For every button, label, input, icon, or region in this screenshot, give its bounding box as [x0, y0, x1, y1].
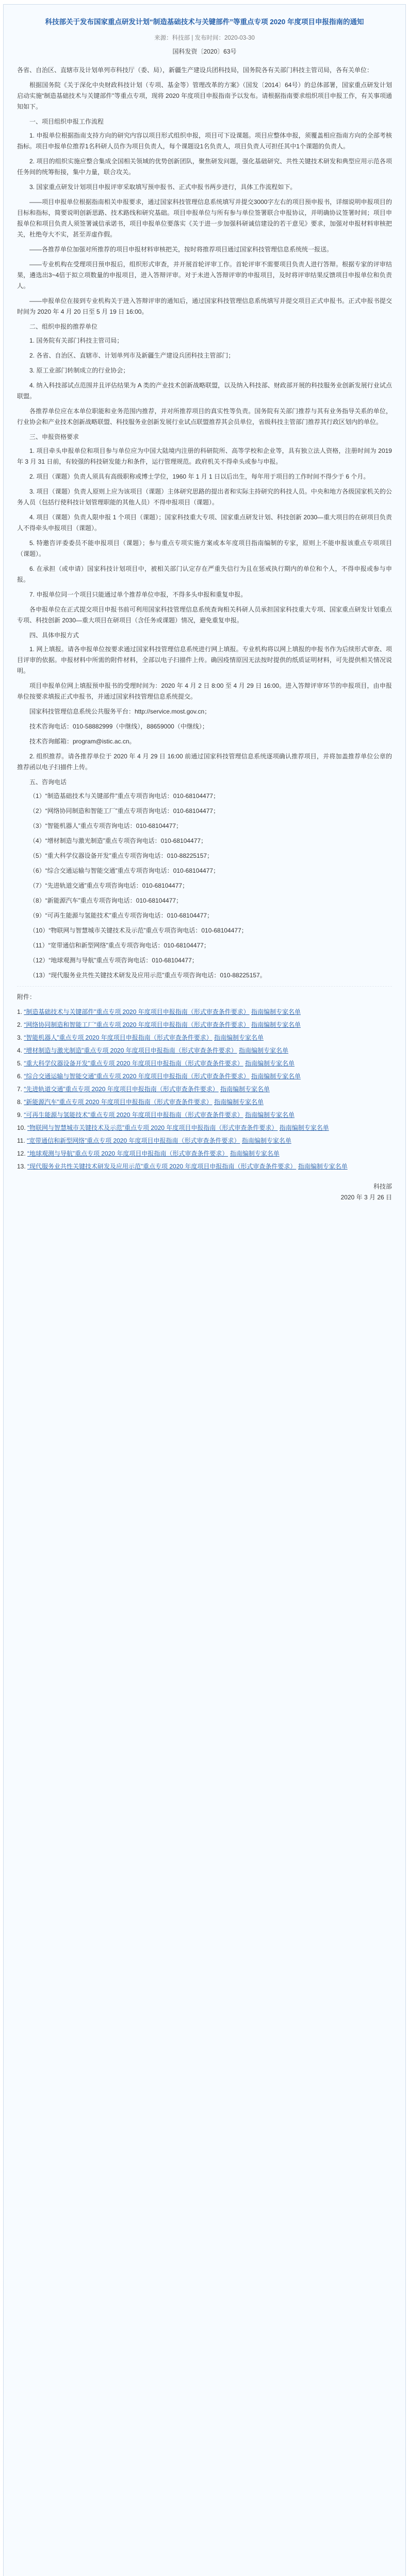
attachment-expert-list-link[interactable]: 指南编制专家名单: [251, 1021, 301, 1028]
attachment-item: [17, 1148, 392, 1159]
section-paragraph: 2. 各省、自治区、直辖市、计划单列市及新疆生产建设兵团科技主管部门；: [29, 352, 235, 359]
attachment-item: [17, 1161, 392, 1172]
page-title: 科技部关于发布国家重点研发计划“制造基础技术与关键部件”等重点专项 2020 年度项目申报指南的通知: [45, 18, 364, 26]
section-4: [17, 630, 392, 773]
attachment-expert-list-link[interactable]: 指南编制专家名单: [241, 1137, 291, 1144]
section-paragraph: （7）“先进轨道交通”重点专项咨询电话：010-68104477；: [29, 882, 189, 889]
intro-paragraph: 根据国务院《关于深化中央财政科技计划（专项、基金等）管理改革的方案》（国发〔2014〕64号）的总体部署，国家重点研发计划启动实施“制造基础技术与关键部件”等重点专项，现将 2020 年度项目申报指南予以发布。请根据指南要求组织项目申报工作，有关事项通知如下。: [17, 81, 392, 110]
attachment-link[interactable]: “增材制造与激光制造”重点专项 2020 年度项目申报指南（形式审查条件要求）: [24, 1047, 237, 1054]
page-meta: 来源：科技部 | 发布时间：2020-03-30: [154, 35, 255, 41]
attachment-link[interactable]: “宽带通信和新型网络”重点专项 2020 年度项目申报指南（形式审查条件要求）: [27, 1137, 240, 1144]
attachment-number: 9.: [17, 1111, 24, 1118]
section-heading: 四、具体申报方式: [29, 632, 79, 639]
section-2: [17, 321, 392, 428]
section-paragraph: （5）“重大科学仪器设备开发”重点专项咨询电话：010-88225157；: [29, 852, 214, 859]
attachment-item: [17, 1045, 392, 1056]
attachment-expert-list-link[interactable]: 指南编制专家名单: [230, 1150, 280, 1157]
attachment-item: [17, 1032, 392, 1043]
section-paragraph: （3）“智能机器人”重点专项咨询电话：010-68104477；: [29, 822, 183, 829]
section-heading: 三、申报资格要求: [29, 433, 79, 440]
section-paragraph: （6）“综合交通运输与智能交通”重点专项咨询电话：010-68104477；: [29, 867, 220, 874]
attachment-number: 4.: [17, 1047, 24, 1054]
section-heading: 一、项目组织申报工作流程: [29, 118, 104, 125]
section-paragraph: 项目申报单位网上填报预申报书的受理时间为：2020 年 4 月 2 日 8:00 至 4 月 29 日 16:00。进入答辩评审环节的申报项目，由申报单位按要求填报正式申报书，并通过国家科技管理信息系统提交。: [17, 682, 392, 700]
section-paragraph: 各申报单位在正式提交项目申报书前可利用国家科技管理信息系统查询相关科研人员承担国家科技重大专项、国家重点研发计划重点专项、科技创新 2030—重大项目在研项目（含任务或课题）情况，避免重复申报。: [17, 606, 392, 624]
section-paragraph: 2. 项目的组织实施应整合集成全国相关领域的优势创新团队，聚焦研发问题，强化基础研究、共性关键技术研发和典型应用示范各项任务间的统筹衔接，集中力量，联合攻关。: [17, 158, 392, 176]
attachment-item: [17, 1084, 392, 1095]
document-page: [3, 4, 406, 2576]
doc-number: 国科发资〔2020〕63号: [172, 48, 237, 55]
salutation: 各省、自治区、直辖市及计划单列市科技厅（委、局），新疆生产建设兵团科技局，国务院各有关部门科技主管司局，各有关单位：: [17, 66, 373, 74]
attachment-item: [17, 1020, 392, 1030]
section-paragraph: ——申报单位在接到专业机构关于进入答辩评审的通知后，通过国家科技管理信息系统填写并提交项目正式申报书。正式申报书提交时间为 2020 年 4 月 20 日至 5 月 19 日 16:00。: [17, 297, 392, 315]
signature: [17, 1181, 392, 1203]
attachment-expert-list-link[interactable]: 指南编制专家名单: [251, 1008, 301, 1015]
section-heading: 二、组织申报的推荐单位: [29, 323, 98, 330]
section-paragraph: （4）“增材制造与激光制造”重点专项咨询电话：010-68104477；: [29, 837, 207, 844]
attachment-item: [17, 1071, 392, 1082]
attachment-number: 10.: [17, 1124, 28, 1131]
section-paragraph: （2）“网络协同制造和智能工厂”重点专项咨询电话：010-68104477；: [29, 807, 220, 815]
attachment-expert-list-link[interactable]: 指南编制专家名单: [245, 1060, 295, 1067]
attachments-list: [17, 1007, 392, 1172]
section-paragraph: 技术咨询电话：010-58882999（中继线），88659000（中继线）；: [29, 723, 208, 730]
attachment-number: 1.: [17, 1008, 24, 1015]
signature-date: 2020 年 3 月 26 日: [340, 1194, 392, 1201]
section-paragraph: （10）“物联网与智慧城市关键技术及示范”重点专项咨询电话：010-68104477；: [29, 927, 248, 934]
divider: [17, 986, 392, 987]
attachment-expert-list-link[interactable]: 指南编制专家名单: [298, 1163, 348, 1170]
attachment-expert-list-link[interactable]: 指南编制专家名单: [239, 1047, 289, 1054]
attachment-number: 13.: [17, 1163, 28, 1170]
attachment-number: 7.: [17, 1086, 24, 1093]
attachment-expert-list-link[interactable]: 指南编制专家名单: [214, 1034, 264, 1041]
attachment-number: 12.: [17, 1150, 28, 1157]
section-paragraph: 1. 项目牵头申报单位和项目参与单位应为中国大陆境内注册的科研院所、高等学校和企业等，具有独立法人资格，注册时间为 2019 年 3 月 31 日前，有较强的科技研发能力和条件，运行管理规范。政府机关不得牵头或参与申报。: [17, 447, 392, 465]
section-paragraph: 各推荐单位应在本单位职能和业务范围内推荐，并对所推荐项目的真实性等负责。国务院有关部门推荐与其有业务指导关系的单位，行业协会和产业技术创新战略联盟、科技服务业创新发展行业试点联盟推荐其会员单位，省级科技主管部门推荐其行政区划内的单位。: [17, 408, 392, 426]
attachment-item: [17, 1097, 392, 1108]
attachment-number: 3.: [17, 1034, 24, 1041]
section-paragraph: （8）“新能源汽车”重点专项咨询电话：010-68104477；: [29, 897, 183, 904]
section-heading: 五、咨询电话: [29, 778, 67, 786]
attachment-expert-list-link[interactable]: 指南编制专家名单: [279, 1124, 329, 1131]
section-paragraph: 4. 纳入科技部试点范围并且评估结果为 A 类的产业技术创新战略联盟，以及纳入科技部、财政部开展的科技服务业创新发展行业试点联盟。: [17, 382, 392, 400]
section-paragraph: （11）“宽带通信和新型网络”重点专项咨询电话：010-68104477；: [29, 942, 210, 949]
section-paragraph: （1）“制造基础技术与关键部件”重点专项咨询电话：010-68104477；: [29, 792, 220, 800]
section-paragraph: （12）“地球观测与导航”重点专项咨询电话：010-68104477；: [29, 957, 198, 964]
section-paragraph: 3. 国家重点研发计划项目申报评审采取填写预申报书、正式申报书两步进行，具体工作流程如下。: [29, 183, 297, 191]
attachment-link[interactable]: “重大科学仪器设备开发”重点专项 2020 年度项目申报指南（形式审查条件要求）: [24, 1060, 243, 1067]
attachment-number: 11.: [17, 1137, 27, 1144]
attachment-number: 6.: [17, 1073, 24, 1080]
section-paragraph: 6. 在承担（或申请）国家科技计划项目中，被相关部门认定存在严重失信行为且在惩戒执行期内的单位和个人，不得申报或参与申报。: [17, 565, 392, 583]
section-paragraph: 2. 组织推荐。请各推荐单位于 2020 年 4 月 29 日 16:00 前通过国家科技管理信息系统逐项确认推荐项目，并将加盖推荐单位公章的推荐函以电子扫描件上传。: [17, 753, 392, 771]
attachment-link[interactable]: “综合交通运输与智能交通”重点专项 2020 年度项目申报指南（形式审查条件要求）: [24, 1073, 250, 1080]
attachment-expert-list-link[interactable]: 指南编制专家名单: [245, 1111, 295, 1118]
section-3: [17, 432, 392, 626]
attachment-link[interactable]: “地球观测与导航”重点专项 2020 年度项目申报指南（形式审查条件要求）: [27, 1150, 228, 1157]
section-paragraph: （13）“现代服务业共性关键技术研发及应用示范”重点专项咨询电话：010-88225157。: [29, 972, 266, 979]
section-paragraph: ——项目申报单位根据指南相关申报要求，通过国家科技管理信息系统填写并提交3000字左右的项目预申报书，详细说明申报项目的目标和指标，简要说明创新思路、技术路线和研究基础。项目申报单位与所有参与单位签署联合申报协议，并明确协议签署时间；项目申报单位和项目负责人须签署诚信承诺书，项目申报单位要落实《关于进一步加强科研诚信建设的若干意见》要求，加强对申报材料审核把关，杜绝夸大不实，甚至弄虚作假。: [17, 198, 392, 238]
section-1: [17, 116, 392, 317]
attachment-number: 5.: [17, 1060, 24, 1067]
section-paragraph: 2. 项目（课题）负责人须具有高级职称或博士学位，1960 年 1 月 1 日以后出生，每年用于项目的工作时间不得少于 6 个月。: [29, 473, 370, 480]
attachment-item: [17, 1123, 392, 1133]
attachment-link[interactable]: “网络协同制造和智能工厂”重点专项 2020 年度项目申报指南（形式审查条件要求）: [24, 1021, 250, 1028]
attachment-item: [17, 1007, 392, 1018]
section-paragraph: 国家科技管理信息系统公共服务平台：http://service.most.gov.cn；: [29, 708, 211, 715]
section-paragraph: 5. 特邀咨评委委员不能申报项目（课题）；参与重点专项实施方案或本年度项目指南编制的专家，原则上不能申报该重点专项项目（课题）。: [17, 539, 392, 557]
attachment-item: [17, 1110, 392, 1121]
section-paragraph: ——专业机构在受理项目预申报后，组织形式审查，并开展首轮评审工作。首轮评审不需要项目负责人进行答辩。根据专家的评审结果，遴选出3~4倍于拟立项数量的申报项目，进入答辩评审。对于未进入答辩评审的申报项目，及时将评审结果反馈项目申报单位和负责人。: [17, 261, 392, 290]
section-paragraph: （9）“可再生能源与氢能技术”重点专项咨询电话：010-68104477；: [29, 912, 214, 919]
attachment-expert-list-link[interactable]: 指南编制专家名单: [214, 1098, 264, 1106]
section-paragraph: 7. 申报单位同一个项目只能通过单个推荐单位申报，不得多头申报和重复申报。: [29, 591, 247, 598]
attachment-expert-list-link[interactable]: 指南编制专家名单: [251, 1073, 301, 1080]
attachments-title: 附件：: [17, 993, 36, 1001]
attachment-number: 2.: [17, 1021, 24, 1028]
attachment-link[interactable]: “可再生能源与氢能技术”重点专项 2020 年度项目申报指南（形式审查条件要求）: [24, 1111, 243, 1118]
section-paragraph: 1. 申报单位根据指南支持方向的研究内容以项目形式组织申报，项目可下设课题。项目应整体申报，须覆盖相应指南方向的全部考核指标。项目申报单位推荐1名科研人员作为项目负责人，每个课题设1名负责人，项目负责人可担任其中1个课题的负责人。: [17, 132, 392, 150]
section-paragraph: 4. 项目（课题）负责人限申报 1 个项目（课题）；国家科技重大专项、国家重点研发计划、科技创新 2030—重大项目的在研项目负责人不得牵头申报项目（课题）。: [17, 514, 392, 532]
attachment-link[interactable]: “智能机器人”重点专项 2020 年度项目申报指南（形式审查条件要求）: [24, 1034, 212, 1041]
attachment-link[interactable]: “制造基础技术与关键部件”重点专项 2020 年度项目申报指南（形式审查条件要求）: [24, 1008, 250, 1015]
attachment-item: [17, 1058, 392, 1069]
attachment-link[interactable]: “物联网与智慧城市关键技术及示范”重点专项 2020 年度项目申报指南（形式审查条件要求）: [27, 1124, 278, 1131]
section-paragraph: 3. 项目（课题）负责人原则上应为该项目（课题）主体研究思路的提出者和实际主持研究的科技人员。中央和地方各级国家机关的公务人员（包括行使科技计划管理职能的其他人员）不得申报项目（课题）。: [17, 488, 392, 506]
sections: [17, 116, 392, 981]
attachment-link[interactable]: “新能源汽车”重点专项 2020 年度项目申报指南（形式审查条件要求）: [24, 1098, 212, 1106]
section-paragraph: 1. 网上填报。请各申报单位按要求通过国家科技管理信息系统进行网上填报。专业机构将以网上填报的申报书作为后续形式审查、项目评审的依据。申报材料中所需的附件材料，全部以电子扫描件上传。确因疫情原因无法按时提供的纸质证明材料，可先提供相关情况说明。: [17, 646, 392, 674]
attachment-link[interactable]: “先进轨道交通”重点专项 2020 年度项目申报指南（形式审查条件要求）: [24, 1086, 219, 1093]
attachment-item: [17, 1136, 392, 1146]
attachment-expert-list-link[interactable]: 指南编制专家名单: [220, 1086, 270, 1093]
section-5: [17, 777, 392, 981]
section-paragraph: 1. 国务院有关部门科技主管司局；: [29, 337, 123, 344]
attachment-link[interactable]: “现代服务业共性关键技术研发及应用示范”重点专项 2020 年度项目申报指南（形式审查条件要求）: [27, 1163, 297, 1170]
section-paragraph: 技术咨询邮箱：program@istic.ac.cn。: [29, 738, 136, 745]
signature-org: 科技部: [373, 1183, 392, 1190]
section-paragraph: ——各推荐单位加强对所推荐的项目申报材料审核把关，按时将推荐项目通过国家科技管理信息系统统一报送。: [29, 246, 333, 253]
section-paragraph: 3. 原工业部门转制成立的行业协会；: [29, 367, 129, 374]
attachment-number: 8.: [17, 1098, 24, 1106]
